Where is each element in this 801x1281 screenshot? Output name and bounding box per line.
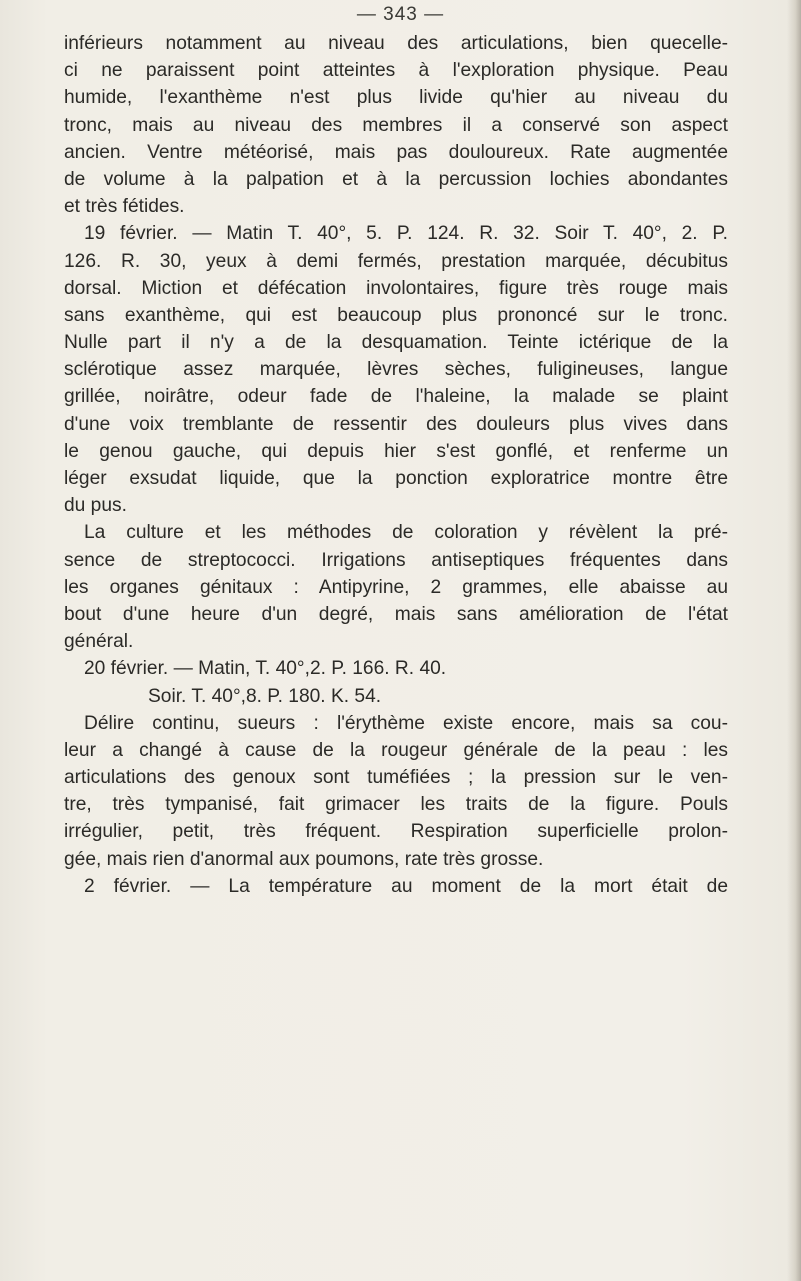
text-line: les organes génitaux : Antipyrine, 2 grammes, elle abaisse au — [64, 576, 728, 598]
body-text — [64, 30, 728, 900]
text-line: leur a changé à cause de la rougeur générale de la peau : les — [64, 739, 728, 761]
text-line: articulations des genoux sont tuméfiées ; la pression sur le ven- — [64, 767, 728, 789]
text-line: humide, l'exanthème n'est plus livide qu'hier au niveau du — [64, 87, 728, 109]
text-line: sans exanthème, qui est beaucoup plus prononcé sur le tronc. — [64, 304, 728, 326]
text-line: 20 février. — Matin, T. 40°,2. P. 166. R. 40. — [84, 658, 447, 680]
text-line: ci ne paraissent point atteintes à l'exploration physique. Peau — [64, 60, 728, 82]
text-line: léger exsudat liquide, que la ponction exploratrice montre être — [64, 468, 728, 489]
text-line: général. — [64, 631, 134, 653]
text-line: Délire continu, sueurs : l'érythème existe encore, mais sa cou- — [84, 712, 728, 734]
text-line: sclérotique assez marquée, lèvres sèches, fuligineuses, langue — [64, 359, 728, 381]
page-number: — 343 — — [356, 4, 445, 25]
text-line: Soir. T. 40°,8. P. 180. K. 54. — [148, 685, 382, 707]
text-line: grillée, noirâtre, odeur fade de l'haleine, la malade se plaint — [64, 386, 728, 408]
page-spine-shadow — [787, 0, 801, 1281]
text-line: inférieurs notamment au niveau des articulations, bien quecelle- — [64, 33, 728, 54]
text-line: 19 février. — Matin T. 40°, 5. P. 124. R. 32. Soir T. 40°, 2. P. — [84, 223, 728, 245]
text-line: 126. R. 30, yeux à demi fermés, prestation marquée, décubitus — [64, 250, 728, 272]
text-line: irrégulier, petit, très fréquent. Respiration superficielle prolon- — [64, 821, 728, 843]
text-line: de volume à la palpation et à la percussion lochies abondantes — [64, 168, 728, 190]
text-line: Nulle part il n'y a de la desquamation. Teinte ictérique de la — [64, 332, 728, 354]
text-line: et très fétides. — [64, 196, 185, 218]
text-line: dorsal. Miction et défécation involontaires, figure très rouge mais — [64, 277, 728, 299]
text-line: gée, mais rien d'anormal aux poumons, rate très grosse. — [64, 848, 544, 870]
text-line: tronc, mais au niveau des membres il a conservé son aspect — [64, 114, 728, 136]
text-line: le genou gauche, qui depuis hier s'est gonflé, et renferme un — [64, 440, 728, 462]
text-line: ancien. Ventre météorisé, mais pas douloureux. Rate augmentée — [64, 141, 728, 163]
text-line: bout d'une heure d'un degré, mais sans amélioration de l'état — [64, 603, 728, 625]
text-line: du pus. — [64, 495, 127, 517]
text-line: La culture et les méthodes de coloration y révèlent la pré- — [84, 522, 728, 544]
text-line: 2 février. — La température au moment de la mort était de — [84, 875, 728, 897]
text-line: d'une voix tremblante de ressentir des douleurs plus vives dans — [64, 413, 728, 435]
text-line: sence de streptococci. Irrigations antiseptiques fréquentes dans — [64, 549, 728, 571]
text-line: tre, très tympanisé, fait grimacer les traits de la figure. Pouls — [64, 794, 728, 816]
